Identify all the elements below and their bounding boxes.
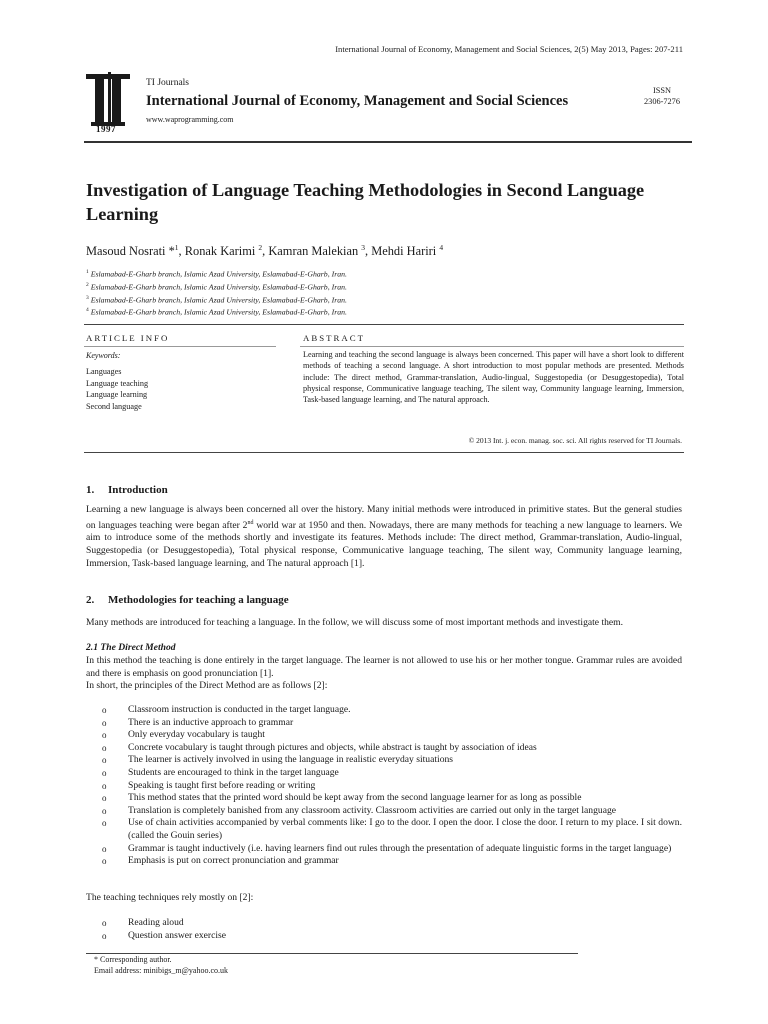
author-name: Kamran Malekian <box>268 244 362 259</box>
list-item <box>86 729 682 742</box>
list-item <box>86 855 682 868</box>
bullet-marker: o <box>102 793 107 804</box>
bullet-marker: o <box>102 705 107 715</box>
ordinal-suffix: nd <box>247 519 254 526</box>
list-item <box>86 754 682 767</box>
author-affil-ref: 3 <box>361 243 366 252</box>
list-item-text: Concrete vocabulary is taught through pictures and objects, while abstract is taught by association of ideas <box>128 741 537 753</box>
list-item-text: This method states that the printed word should be kept away from the second language learner for as long as possible <box>128 792 582 804</box>
keyword-item: Language learning <box>86 390 148 399</box>
author-name: Masoud Nosrati * <box>86 244 175 259</box>
info-bottom-divider <box>84 452 684 453</box>
section-title: Introduction <box>108 484 168 496</box>
list-item-text: Use of chain activities accompanied by verbal comments like: I go to the door. I open the door. I close the door. I return to my place. I sit down. (called the Gouin series) <box>128 817 682 841</box>
list-item-text: Question answer exercise <box>128 929 227 941</box>
bullet-marker: o <box>102 805 107 816</box>
list-item <box>86 843 682 856</box>
header-divider <box>84 141 692 143</box>
author-affil-ref: 4 <box>439 243 444 252</box>
affiliation-text: Eslamabad-E-Gharb branch, Islamic Azad University, Eslamabad-E-Gharb, Iran. <box>90 282 347 292</box>
bullet-marker: o <box>102 818 107 829</box>
affiliation-text: Eslamabad-E-Gharb branch, Islamic Azad University, Eslamabad-E-Gharb, Iran. <box>90 307 347 317</box>
abstract-heading: ABSTRACT <box>303 333 365 343</box>
author-list: Masoud Nosrati *$^1$, Ronak Karimi $^2$, Kamran Malekian $^3$, Mehdi Hariri $^4$ <box>86 243 444 259</box>
keyword-item: Languages <box>86 367 122 376</box>
corresponding-author-note: * Corresponding author. <box>94 955 172 964</box>
list-item-text: Reading aloud <box>128 917 184 928</box>
article-info-heading: ARTICLE INFO <box>86 333 170 343</box>
bullet-marker: o <box>102 767 107 778</box>
keyword-item: Second language <box>86 401 142 411</box>
affiliation-item <box>86 293 347 306</box>
list-item <box>86 704 682 717</box>
bullet-marker: o <box>102 742 107 753</box>
list-item-text: Translation is completely banished from any classroom activity. Classroom activities are carried out only in the target language <box>128 804 617 816</box>
bullet-marker: o <box>102 843 107 854</box>
section-title: Methodologies for teaching a language <box>108 594 289 606</box>
affiliation-text: Eslamabad-E-Gharb branch, Islamic Azad University, Eslamabad-E-Gharb, Iran. <box>90 295 347 305</box>
affiliation-item <box>86 267 347 280</box>
bullet-marker: o <box>102 918 107 928</box>
paragraph-text: world war at 1950 and then. Nowadays, there are many methods for teaching a new language to learners. We aim to introduce some of the methods shortly and investigate its features. Methods include: The direct method, Grammar-translation, Audio-lingual, Suggestopedia (or Desuggestopedia), Total physical response, Communicative language teaching, The silent way, Community language learning, Immersion, Task-based language learning, and The natural approach [1]. <box>86 519 682 569</box>
logo-year: 1997 <box>96 124 116 134</box>
list-item-text: Emphasis is put on correct pronunciation and grammar <box>128 855 339 867</box>
running-head: International Journal of Economy, Management and Social Sciences, 2(5) May 2013, Pages: 207-211 <box>335 44 683 54</box>
list-item <box>86 805 682 818</box>
techniques-list <box>86 917 682 942</box>
direct-method-principles-list <box>86 704 682 868</box>
keywords-label: Keywords: <box>86 351 121 360</box>
affiliation-text: Eslamabad-E-Gharb branch, Islamic Azad University, Eslamabad-E-Gharb, Iran. <box>90 269 347 279</box>
list-item-text: Only everyday vocabulary is taught <box>128 729 265 741</box>
footnote-divider <box>86 953 578 954</box>
list-item <box>86 930 682 943</box>
issn-value: 2306-7276 <box>644 97 680 106</box>
bullet-marker: o <box>102 856 107 867</box>
affiliation-number: 1 <box>86 269 89 275</box>
keyword-item: Language teaching <box>86 378 149 388</box>
list-item-text: Speaking is taught first before reading or writing <box>128 779 316 791</box>
author-affil-ref: 1 <box>174 243 179 252</box>
introduction-paragraph <box>86 504 682 570</box>
section-heading-methodologies <box>86 594 289 606</box>
paragraph-text: In this method the teaching is done entirely in the target language. The learner is not allowed to use his or her mother tongue. Grammar rules are avoided and there is emphasis on good pronunciation [1]. <box>86 655 682 679</box>
bullet-marker: o <box>102 780 107 791</box>
paragraph-text: Learning a new language is always been concerned all over the history. Many initial methods were introduced in primitive states. But the general studies on languages teaching were began after 2 <box>86 504 682 531</box>
affiliation-item <box>86 280 347 293</box>
email-address-note[interactable]: Email address: minibigs_m@yahoo.co.uk <box>94 966 229 975</box>
journal-website[interactable]: www.waprogramming.com <box>146 115 234 124</box>
affiliation-list <box>86 267 347 318</box>
publisher-name: TI Journals <box>146 78 190 88</box>
section-heading-introduction <box>86 484 168 496</box>
author-name: Ronak Karimi <box>184 244 259 259</box>
list-item <box>86 742 682 755</box>
info-top-divider <box>84 324 684 325</box>
abstract-divider <box>300 346 684 347</box>
bullet-marker: o <box>102 730 107 741</box>
list-item-text: There is an inductive approach to grammar <box>128 716 294 728</box>
list-item <box>86 717 682 730</box>
copyright-notice: © 2013 Int. j. econ. manag. soc. sci. All rights reserved for TI Journals. <box>468 436 682 445</box>
affiliation-item <box>86 305 347 318</box>
article-info-divider <box>84 346 276 347</box>
list-item-text: Students are encouraged to think in the target language <box>128 766 339 778</box>
paragraph-text: In short, the principles of the Direct Method are as follows [2]: <box>86 680 328 692</box>
issn-label: ISSN <box>653 86 671 95</box>
author-name: Mehdi Hariri <box>371 244 440 259</box>
section-number: 2. <box>86 594 95 606</box>
list-item-text: The learner is actively involved in using the language in realistic everyday situations <box>128 754 454 766</box>
affiliation-number: 3 <box>86 294 89 301</box>
section-number: 1. <box>86 484 95 496</box>
author-affil-ref: 2 <box>258 243 263 252</box>
affiliation-number: 4 <box>86 307 89 314</box>
bullet-marker: o <box>102 717 107 728</box>
list-item-text: Classroom instruction is conducted in the target language. <box>128 704 351 715</box>
list-item <box>86 917 682 930</box>
list-item <box>86 767 682 780</box>
direct-method-paragraph <box>86 655 682 693</box>
abstract-body: Learning and teaching the second language is always been concerned. This paper will have a short look to different methods of teaching a second language. A short introduction to most popular methods are presented. Methods include: The direct method, Grammar-translation, Audio-lingual, Suggestopedia (or Desuggestopedia), Total physical response, Communicative language teaching, The silent way, Community language learning, Immersion, Task-based language learning, and The natural approach. <box>303 350 684 405</box>
techniques-intro: The teaching techniques rely mostly on [2]: <box>86 892 254 903</box>
methodologies-paragraph: Many methods are introduced for teaching a language. In the follow, we will discuss some of most important methods and investigate them. <box>86 617 624 628</box>
affiliation-number: 2 <box>86 281 89 288</box>
subsection-heading-direct-method: 2.1 The Direct Method <box>86 642 176 653</box>
paper-title: Investigation of Language Teaching Methodologies in Second Language Learning <box>86 180 645 224</box>
bullet-marker: o <box>102 930 107 941</box>
bullet-marker: o <box>102 755 107 766</box>
list-item <box>86 792 682 805</box>
list-item <box>86 817 682 842</box>
list-item <box>86 780 682 793</box>
list-item-text: Grammar is taught inductively (i.e. having learners find out rules through the presentation of adequate linguistic forms in the target language) <box>128 842 672 854</box>
keyword-list <box>86 366 148 412</box>
journal-title: International Journal of Economy, Management and Social Sciences <box>146 93 569 109</box>
